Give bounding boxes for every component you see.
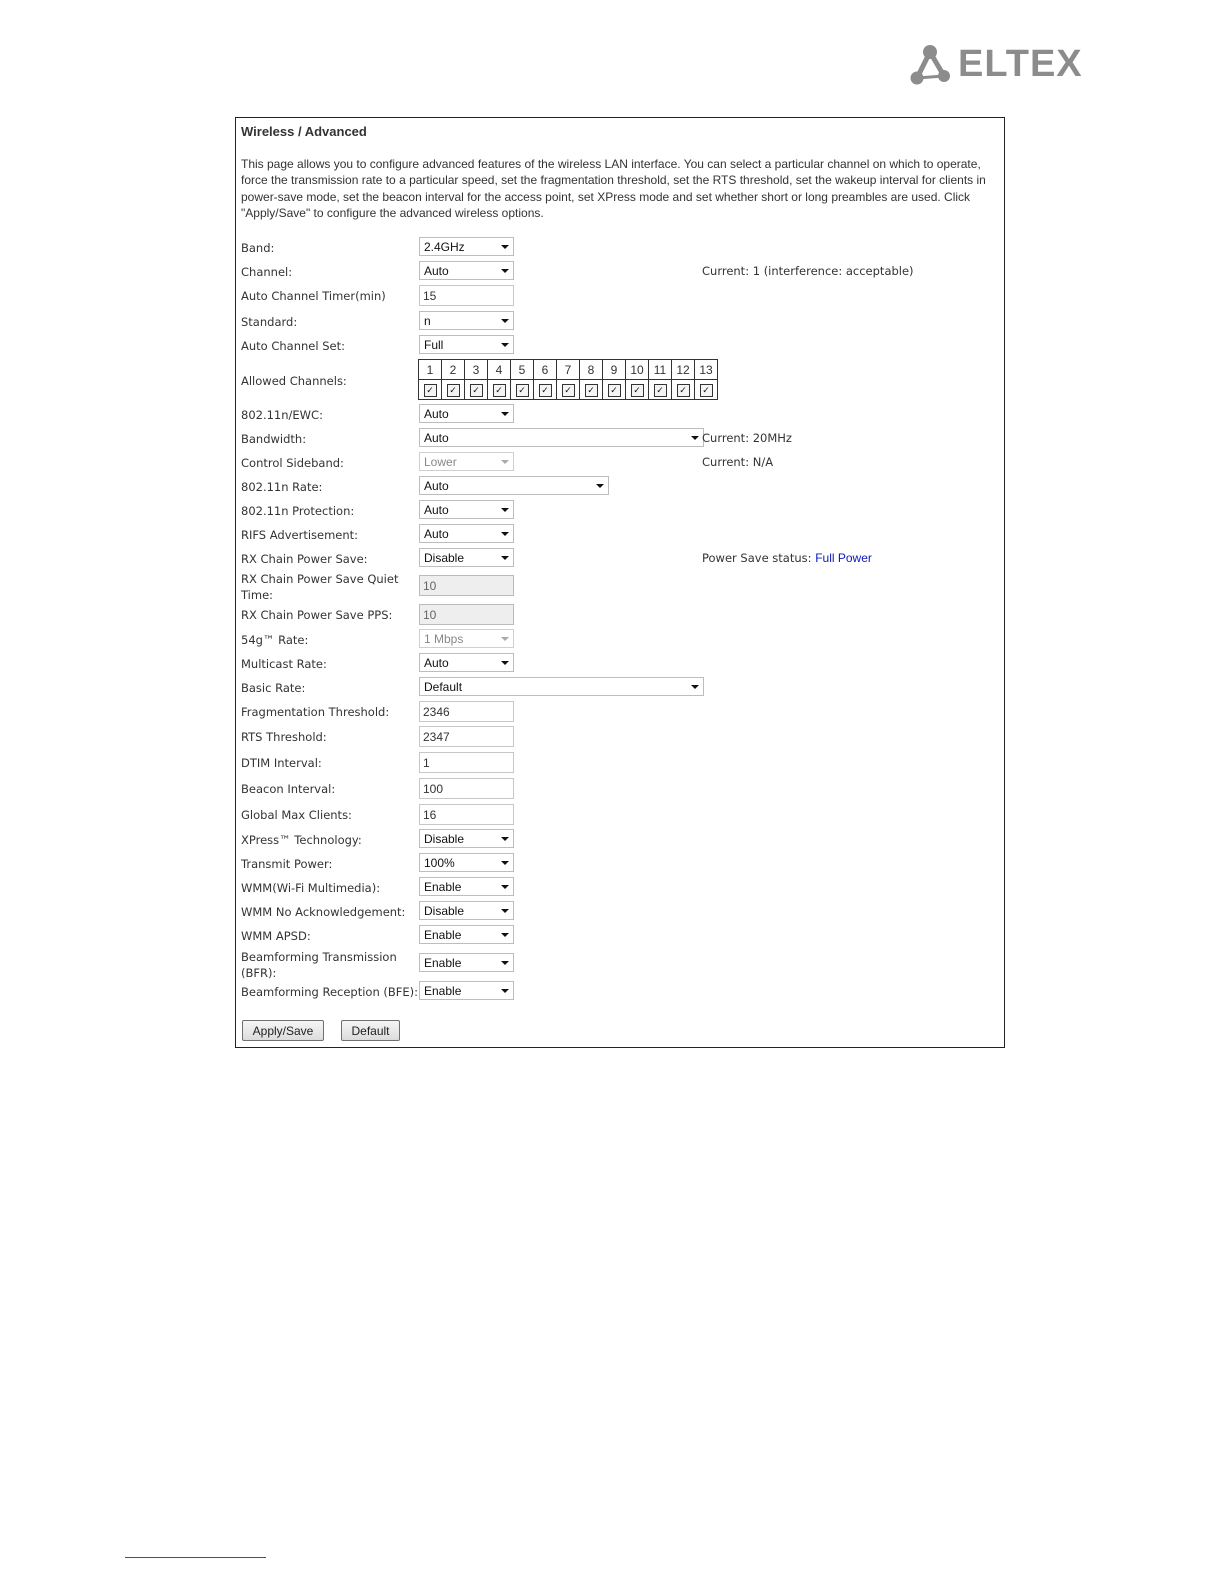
rifs-label: RIFS Advertisement: [241, 528, 359, 542]
eltex-logo [908, 40, 1083, 88]
wmm-apsd-select[interactable]: Enable [419, 925, 514, 944]
chevron-down-icon [501, 837, 509, 841]
channel-number: 13 [695, 360, 718, 380]
channel-checkbox-cell [649, 380, 672, 400]
rx-chain-power-save-select[interactable]: Disable [419, 548, 514, 567]
bfr-select[interactable]: Enable [419, 953, 514, 972]
rx-chain-power-save-row [241, 548, 1001, 570]
bandwidth-select[interactable]: Auto [419, 428, 704, 447]
chevron-down-icon [501, 245, 509, 249]
rx-quiet-time-label: RX Chain Power Save Quiet Time: [241, 572, 399, 602]
channel-checkbox-cell [626, 380, 649, 400]
channel-checkbox-cell [603, 380, 626, 400]
channel-current: Current: 1 (interference: acceptable) [702, 264, 914, 278]
chevron-down-icon [501, 933, 509, 937]
wmm-apsd-row [241, 925, 1001, 947]
n-protection-select[interactable]: Auto [419, 500, 514, 519]
beacon-interval-row [241, 778, 1001, 800]
power-save-status-value: Full Power [815, 551, 872, 565]
band-row [241, 237, 1001, 259]
n-rate-select[interactable]: Auto [419, 476, 609, 495]
n-rate-row [241, 476, 1001, 498]
chevron-down-icon [501, 269, 509, 273]
channel-number: 3 [465, 360, 488, 380]
page-title: Wireless / Advanced [241, 124, 367, 139]
beacon-interval-input[interactable]: 100 [419, 778, 514, 799]
xpress-select[interactable]: Disable [419, 829, 514, 848]
global-max-clients-label: Global Max Clients: [241, 808, 352, 822]
band-label: Band: [241, 241, 275, 255]
chevron-down-icon [501, 989, 509, 993]
g-rate-row [241, 629, 1001, 651]
channel-number: 8 [580, 360, 603, 380]
channel-checkbox-cell [580, 380, 603, 400]
chevron-down-icon [501, 885, 509, 889]
rifs-row [241, 524, 1001, 546]
channel-checkbox[interactable]: ✓ [516, 384, 529, 397]
channel-checkbox[interactable]: ✓ [424, 384, 437, 397]
channel-checkbox-cell [672, 380, 695, 400]
beacon-interval-label: Beacon Interval: [241, 782, 336, 796]
xpress-row [241, 829, 1001, 851]
apply-save-button[interactable]: Apply/Save [242, 1020, 324, 1041]
allowed-channels-row [241, 362, 1001, 395]
channel-checkbox[interactable]: ✓ [654, 384, 667, 397]
channel-checkbox[interactable]: ✓ [493, 384, 506, 397]
rx-quiet-time-row [241, 572, 1001, 602]
allowed-channels-label: Allowed Channels: [241, 374, 347, 388]
frag-threshold-input[interactable]: 2346 [419, 701, 514, 722]
channel-checkbox[interactable]: ✓ [470, 384, 483, 397]
control-sideband-row [241, 452, 1001, 474]
multicast-rate-row [241, 653, 1001, 675]
dtim-interval-input[interactable]: 1 [419, 752, 514, 773]
n-protection-row [241, 500, 1001, 522]
rifs-select[interactable]: Auto [419, 524, 514, 543]
bfe-row [241, 981, 1001, 1003]
control-sideband-current: Current: N/A [702, 455, 774, 469]
rts-threshold-input[interactable]: 2347 [419, 726, 514, 747]
chevron-down-icon [501, 319, 509, 323]
channel-number: 6 [534, 360, 557, 380]
multicast-rate-label: Multicast Rate: [241, 657, 327, 671]
channel-checkbox-cell [488, 380, 511, 400]
auto-channel-set-select[interactable]: Full [419, 335, 514, 354]
channel-number: 12 [672, 360, 695, 380]
g-rate-label: 54g™ Rate: [241, 633, 309, 647]
footnote-divider [125, 1557, 266, 1558]
channel-select[interactable]: Auto [419, 261, 514, 280]
bfr-row [241, 950, 1001, 980]
transmit-power-select[interactable]: 100% [419, 853, 514, 872]
n-protection-label: 802.11n Protection: [241, 504, 355, 518]
wmm-no-ack-row [241, 901, 1001, 923]
wmm-no-ack-select[interactable]: Disable [419, 901, 514, 920]
multicast-rate-select[interactable]: Auto [419, 653, 514, 672]
rx-pps-label: RX Chain Power Save PPS: [241, 608, 393, 622]
chevron-down-icon [691, 436, 699, 440]
channel-checkbox[interactable]: ✓ [539, 384, 552, 397]
global-max-clients-input[interactable]: 16 [419, 804, 514, 825]
default-button[interactable]: Default [341, 1020, 400, 1041]
wireless-advanced-panel [235, 117, 1005, 1048]
standard-label: Standard: [241, 315, 298, 329]
transmit-power-row [241, 853, 1001, 875]
frag-threshold-label: Fragmentation Threshold: [241, 705, 390, 719]
n-rate-label: 802.11n Rate: [241, 480, 323, 494]
auto-channel-set-label: Auto Channel Set: [241, 339, 345, 353]
xpress-label: XPress™ Technology: [241, 833, 362, 847]
bfe-label: Beamforming Reception (BFE): [241, 985, 419, 999]
wmm-select[interactable]: Enable [419, 877, 514, 896]
dtim-interval-row [241, 752, 1001, 774]
ewc-select[interactable]: Auto [419, 404, 514, 423]
channel-checkbox-cell [442, 380, 465, 400]
wmm-no-ack-label: WMM No Acknowledgement: [241, 905, 406, 919]
wmm-row [241, 877, 1001, 899]
brand-name: ELTEX [958, 43, 1083, 85]
chevron-down-icon [501, 961, 509, 965]
chevron-down-icon [501, 556, 509, 560]
eltex-molecule-icon [908, 42, 952, 86]
g-rate-select[interactable]: 1 Mbps [419, 629, 514, 648]
power-save-status: Power Save status: Full Power [702, 551, 872, 565]
channel-checkbox-cell [419, 380, 442, 400]
chevron-down-icon [501, 661, 509, 665]
channel-checkbox[interactable]: ✓ [585, 384, 598, 397]
channel-checkbox-cell [534, 380, 557, 400]
channel-number: 1 [419, 360, 442, 380]
page-description: This page allows you to configure advanced features of the wireless LAN interface. You can select a particular channel on which to operate, force the transmission rate to a particular speed, set the fragmentation threshold, set the RTS threshold, set the wakeup interval for clients in power-save mode, set the beacon interval for the access point, set XPress mode and set whether short or long preambles are used. Click "Apply/Save" to configure the advanced wireless options. [241, 157, 986, 220]
wmm-label: WMM(Wi-Fi Multimedia): [241, 881, 381, 895]
bandwidth-label: Bandwidth: [241, 432, 307, 446]
control-sideband-label: Control Sideband: [241, 456, 344, 470]
channel-checkbox-cell [557, 380, 580, 400]
channel-number: 9 [603, 360, 626, 380]
basic-rate-select[interactable]: Default [419, 677, 704, 696]
channel-checkbox[interactable]: ✓ [677, 384, 690, 397]
allowed-channels-table [418, 359, 718, 400]
bandwidth-current: Current: 20MHz [702, 431, 792, 445]
channel-checkbox[interactable]: ✓ [562, 384, 575, 397]
ewc-row [241, 404, 1001, 426]
channel-checkbox-cell [511, 380, 534, 400]
control-sideband-select[interactable]: Lower [419, 452, 514, 471]
chevron-down-icon [501, 861, 509, 865]
auto-channel-set-row [241, 335, 1001, 357]
auto-channel-timer-label: Auto Channel Timer(min) [241, 289, 386, 303]
channel-number: 4 [488, 360, 511, 380]
chevron-down-icon [501, 343, 509, 347]
channel-number: 2 [442, 360, 465, 380]
basic-rate-label: Basic Rate: [241, 681, 306, 695]
channel-number: 11 [649, 360, 672, 380]
global-max-clients-row [241, 804, 1001, 826]
chevron-down-icon [501, 532, 509, 536]
rx-quiet-time-input[interactable]: 10 [419, 575, 514, 596]
channel-number: 7 [557, 360, 580, 380]
channel-row [241, 261, 1001, 283]
rts-threshold-row [241, 726, 1001, 748]
auto-channel-timer-row [241, 285, 1001, 307]
bfr-label: Beamforming Transmission (BFR): [241, 950, 397, 980]
chevron-down-icon [596, 484, 604, 488]
auto-channel-timer-input[interactable]: 15 [419, 285, 514, 306]
channel-checkbox-cell [695, 380, 718, 400]
channel-checkbox[interactable]: ✓ [447, 384, 460, 397]
wmm-apsd-label: WMM APSD: [241, 929, 311, 943]
channel-checkbox-cell [465, 380, 488, 400]
chevron-down-icon [691, 685, 699, 689]
chevron-down-icon [501, 412, 509, 416]
chevron-down-icon [501, 460, 509, 464]
standard-select[interactable]: n [419, 311, 514, 330]
rx-pps-input[interactable]: 10 [419, 604, 514, 625]
transmit-power-label: Transmit Power: [241, 857, 333, 871]
chevron-down-icon [501, 909, 509, 913]
rx-pps-row [241, 604, 1001, 626]
chevron-down-icon [501, 637, 509, 641]
dtim-interval-label: DTIM Interval: [241, 756, 322, 770]
frag-threshold-row [241, 701, 1001, 723]
rx-chain-power-save-label: RX Chain Power Save: [241, 552, 368, 566]
ewc-label: 802.11n/EWC: [241, 408, 323, 422]
channel-label: Channel: [241, 265, 293, 279]
channel-checkbox[interactable]: ✓ [700, 384, 713, 397]
channel-number: 10 [626, 360, 649, 380]
bandwidth-row [241, 428, 1001, 450]
basic-rate-row [241, 677, 1001, 699]
channel-number: 5 [511, 360, 534, 380]
rts-threshold-label: RTS Threshold: [241, 730, 327, 744]
channel-checkbox[interactable]: ✓ [608, 384, 621, 397]
standard-row [241, 311, 1001, 333]
chevron-down-icon [501, 508, 509, 512]
channel-checkbox[interactable]: ✓ [631, 384, 644, 397]
bfe-select[interactable]: Enable [419, 981, 514, 1000]
band-select[interactable]: 2.4GHz [419, 237, 514, 256]
